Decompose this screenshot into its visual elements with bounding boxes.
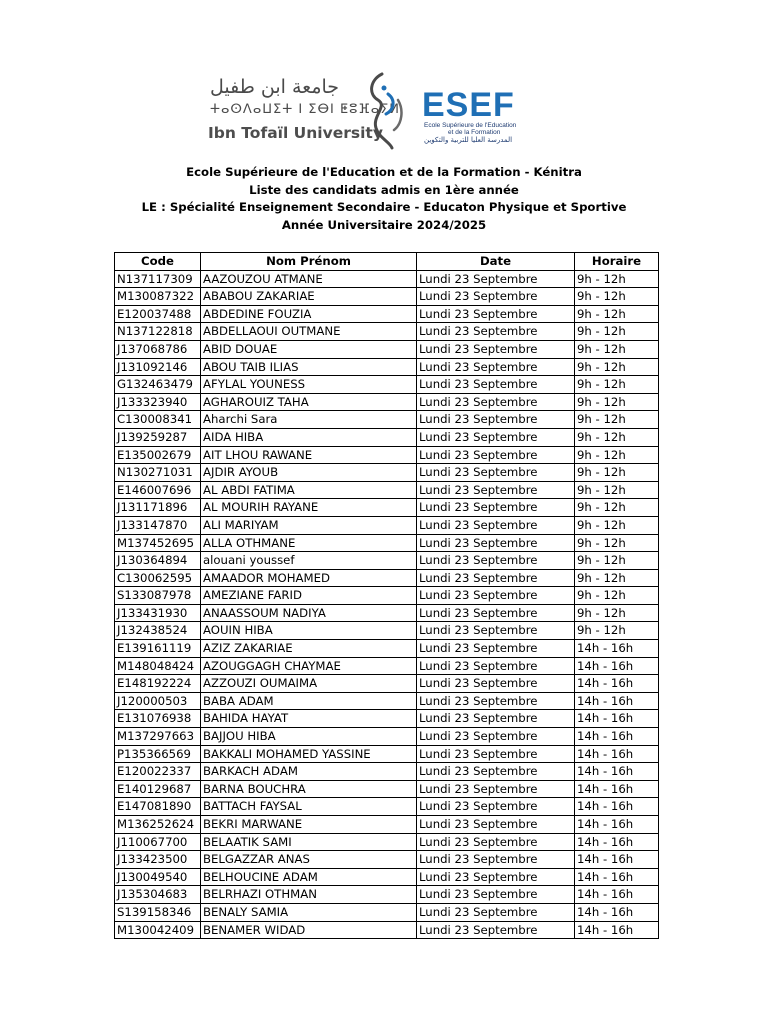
table-row (115, 358, 659, 376)
cell-time: 14h - 16h (575, 710, 659, 728)
cell-date: Lundi 23 Septembre (417, 569, 575, 587)
cell-date: Lundi 23 Septembre (417, 428, 575, 446)
cell-date: Lundi 23 Septembre (417, 921, 575, 939)
cell-time: 9h - 12h (575, 393, 659, 411)
cell-date: Lundi 23 Septembre (417, 903, 575, 921)
university-swirl-emblem (362, 70, 408, 150)
cell-code: M130087322 (115, 288, 201, 306)
table-row (115, 816, 659, 834)
cell-code: C130062595 (115, 569, 201, 587)
cell-time: 14h - 16h (575, 851, 659, 869)
academic-year: Année Universitaire 2024/2025 (281, 217, 487, 232)
cell-time: 14h - 16h (575, 886, 659, 904)
cell-name: AAZOUZOU ATMANE (201, 270, 417, 288)
cell-time: 9h - 12h (575, 622, 659, 640)
table-row (115, 903, 659, 921)
list-title: Liste des candidats admis en 1ère année (249, 182, 519, 197)
cell-name: BELAATIK SAMI (201, 833, 417, 851)
cell-code: J131171896 (115, 499, 201, 517)
column-header-name: Nom Prénom (201, 253, 417, 271)
cell-code: M136252624 (115, 816, 201, 834)
cell-date: Lundi 23 Septembre (417, 798, 575, 816)
cell-date: Lundi 23 Septembre (417, 481, 575, 499)
esef-acronym: ESEF (422, 86, 515, 124)
table-row (115, 516, 659, 534)
cell-code: M137452695 (115, 534, 201, 552)
esef-subtitle-line2: et de la Formation (448, 129, 501, 136)
cell-date: Lundi 23 Septembre (417, 710, 575, 728)
table-row (115, 798, 659, 816)
table-row (115, 411, 659, 429)
cell-code: P135366569 (115, 745, 201, 763)
cell-time: 14h - 16h (575, 921, 659, 939)
cell-name: BAHIDA HAYAT (201, 710, 417, 728)
cell-time: 14h - 16h (575, 763, 659, 781)
cell-code: J130364894 (115, 552, 201, 570)
table-row (115, 340, 659, 358)
cell-date: Lundi 23 Septembre (417, 587, 575, 605)
cell-time: 9h - 12h (575, 499, 659, 517)
cell-name: ABDELLAOUI OUTMANE (201, 323, 417, 341)
cell-date: Lundi 23 Septembre (417, 763, 575, 781)
cell-date: Lundi 23 Septembre (417, 305, 575, 323)
cell-date: Lundi 23 Septembre (417, 516, 575, 534)
university-name-arabic: جامعة ابن طفيل (210, 76, 340, 98)
program-title: LE : Spécialité Enseignement Secondaire - Educaton Physique et Sportive (141, 200, 627, 214)
cell-time: 14h - 16h (575, 640, 659, 658)
cell-time: 9h - 12h (575, 534, 659, 552)
table-row (115, 640, 659, 658)
cell-code: C130008341 (115, 411, 201, 429)
cell-name: ABID DOUAE (201, 340, 417, 358)
cell-time: 9h - 12h (575, 323, 659, 341)
cell-code: E135002679 (115, 446, 201, 464)
cell-date: Lundi 23 Septembre (417, 640, 575, 658)
column-header-date: Date (417, 253, 575, 271)
cell-code: J120000503 (115, 692, 201, 710)
cell-date: Lundi 23 Septembre (417, 886, 575, 904)
cell-name: ALI MARIYAM (201, 516, 417, 534)
cell-name: AJDIR AYOUB (201, 464, 417, 482)
cell-name: ANAASSOUM NADIYA (201, 604, 417, 622)
cell-code: N137117309 (115, 270, 201, 288)
cell-time: 14h - 16h (575, 903, 659, 921)
cell-date: Lundi 23 Septembre (417, 622, 575, 640)
cell-code: G132463479 (115, 376, 201, 394)
table-row (115, 534, 659, 552)
cell-code: E120037488 (115, 305, 201, 323)
cell-name: AL ABDI FATIMA (201, 481, 417, 499)
cell-name: AZIZ ZAKARIAE (201, 640, 417, 658)
cell-time: 9h - 12h (575, 587, 659, 605)
cell-time: 14h - 16h (575, 868, 659, 886)
cell-time: 9h - 12h (575, 552, 659, 570)
table-row (115, 745, 659, 763)
table-row (115, 675, 659, 693)
cell-name: Aharchi Sara (201, 411, 417, 429)
cell-date: Lundi 23 Septembre (417, 816, 575, 834)
cell-time: 14h - 16h (575, 833, 659, 851)
cell-name: AMAADOR MOHAMED (201, 569, 417, 587)
table-row (115, 393, 659, 411)
cell-time: 14h - 16h (575, 745, 659, 763)
table-row (115, 288, 659, 306)
cell-name: BELRHAZI OTHMAN (201, 886, 417, 904)
cell-time: 9h - 12h (575, 305, 659, 323)
cell-name: AFYLAL YOUNESS (201, 376, 417, 394)
cell-code: J135304683 (115, 886, 201, 904)
table-row (115, 464, 659, 482)
esef-subtitle-line1: Ecole Supérieure de l'Education (424, 122, 517, 129)
cell-date: Lundi 23 Septembre (417, 534, 575, 552)
cell-date: Lundi 23 Septembre (417, 675, 575, 693)
university-name-english: Ibn Tofaïl University (208, 124, 383, 142)
table-row (115, 499, 659, 517)
cell-code: J110067700 (115, 833, 201, 851)
cell-name: ALLA OTHMANE (201, 534, 417, 552)
cell-time: 9h - 12h (575, 288, 659, 306)
cell-name: BABA ADAM (201, 692, 417, 710)
table-row (115, 728, 659, 746)
cell-name: AZZOUZI OUMAIMA (201, 675, 417, 693)
cell-name: BELGAZZAR ANAS (201, 851, 417, 869)
cell-code: M130042409 (115, 921, 201, 939)
table-row (115, 657, 659, 675)
cell-date: Lundi 23 Septembre (417, 728, 575, 746)
cell-name: ABOU TAIB ILIAS (201, 358, 417, 376)
cell-date: Lundi 23 Septembre (417, 288, 575, 306)
admitted-candidates-table (114, 252, 659, 939)
cell-date: Lundi 23 Septembre (417, 833, 575, 851)
university-name-tifinagh: ⵜⴰⵙⴷⴰⵡⵉⵜ ⵏ ⵉⴱⵏ ⵟⵓⴼⴰⵢⵍ (210, 102, 401, 117)
cell-code: J133431930 (115, 604, 201, 622)
cell-name: AIT LHOU RAWANE (201, 446, 417, 464)
cell-date: Lundi 23 Septembre (417, 464, 575, 482)
cell-code: J139259287 (115, 428, 201, 446)
table-row (115, 323, 659, 341)
cell-date: Lundi 23 Septembre (417, 745, 575, 763)
cell-code: E147081890 (115, 798, 201, 816)
table-row (115, 376, 659, 394)
cell-date: Lundi 23 Septembre (417, 780, 575, 798)
table-row (115, 763, 659, 781)
esef-subtitle-arabic: المدرسة العليا للتربية والتكوين (424, 136, 513, 144)
cell-time: 9h - 12h (575, 481, 659, 499)
cell-date: Lundi 23 Septembre (417, 851, 575, 869)
cell-code: E120022337 (115, 763, 201, 781)
cell-code: M148048424 (115, 657, 201, 675)
table-row (115, 446, 659, 464)
table-row (115, 780, 659, 798)
cell-name: AIDA HIBA (201, 428, 417, 446)
cell-name: BARNA BOUCHRA (201, 780, 417, 798)
cell-time: 14h - 16h (575, 816, 659, 834)
cell-name: BENAMER WIDAD (201, 921, 417, 939)
cell-name: AZOUGGAGH CHAYMAE (201, 657, 417, 675)
cell-date: Lundi 23 Septembre (417, 411, 575, 429)
table-row (115, 886, 659, 904)
cell-name: BARKACH ADAM (201, 763, 417, 781)
column-header-time: Horaire (575, 253, 659, 271)
cell-code: M137297663 (115, 728, 201, 746)
esef-logo (420, 86, 540, 152)
cell-code: S139158346 (115, 903, 201, 921)
table-row (115, 921, 659, 939)
table-header-row (115, 253, 659, 271)
school-name: Ecole Supérieure de l'Education et de la Formation - Kénitra (186, 165, 582, 179)
cell-time: 14h - 16h (575, 798, 659, 816)
table-row (115, 851, 659, 869)
cell-name: BEKRI MARWANE (201, 816, 417, 834)
cell-time: 9h - 12h (575, 569, 659, 587)
cell-time: 9h - 12h (575, 604, 659, 622)
cell-date: Lundi 23 Septembre (417, 552, 575, 570)
cell-time: 9h - 12h (575, 464, 659, 482)
cell-time: 9h - 12h (575, 516, 659, 534)
table-row (115, 428, 659, 446)
cell-time: 9h - 12h (575, 270, 659, 288)
cell-name: AL MOURIH RAYANE (201, 499, 417, 517)
table-row (115, 481, 659, 499)
document-header (0, 164, 768, 234)
cell-time: 14h - 16h (575, 692, 659, 710)
cell-date: Lundi 23 Septembre (417, 446, 575, 464)
cell-date: Lundi 23 Septembre (417, 499, 575, 517)
cell-time: 14h - 16h (575, 675, 659, 693)
cell-date: Lundi 23 Septembre (417, 340, 575, 358)
cell-name: AOUIN HIBA (201, 622, 417, 640)
cell-code: S133087978 (115, 587, 201, 605)
table-row (115, 833, 659, 851)
cell-code: J131092146 (115, 358, 201, 376)
table-row (115, 692, 659, 710)
cell-name: AGHAROUIZ TAHA (201, 393, 417, 411)
cell-name: AMEZIANE FARID (201, 587, 417, 605)
table-row (115, 622, 659, 640)
cell-date: Lundi 23 Septembre (417, 692, 575, 710)
cell-time: 14h - 16h (575, 728, 659, 746)
cell-name: BATTACH FAYSAL (201, 798, 417, 816)
cell-code: E131076938 (115, 710, 201, 728)
table-row (115, 569, 659, 587)
cell-code: E148192224 (115, 675, 201, 693)
cell-date: Lundi 23 Septembre (417, 270, 575, 288)
cell-date: Lundi 23 Septembre (417, 393, 575, 411)
cell-date: Lundi 23 Septembre (417, 358, 575, 376)
cell-name: BAKKALI MOHAMED YASSINE (201, 745, 417, 763)
cell-name: BENALY SAMIA (201, 903, 417, 921)
cell-name: alouani youssef (201, 552, 417, 570)
cell-time: 9h - 12h (575, 428, 659, 446)
cell-code: E140129687 (115, 780, 201, 798)
cell-time: 9h - 12h (575, 340, 659, 358)
cell-time: 14h - 16h (575, 780, 659, 798)
cell-name: BAJJOU HIBA (201, 728, 417, 746)
column-header-code: Code (115, 253, 201, 271)
table-row (115, 270, 659, 288)
table-row (115, 552, 659, 570)
table-row (115, 604, 659, 622)
cell-code: E146007696 (115, 481, 201, 499)
table-row (115, 710, 659, 728)
cell-code: J132438524 (115, 622, 201, 640)
cell-code: N137122818 (115, 323, 201, 341)
cell-code: N130271031 (115, 464, 201, 482)
cell-name: ABABOU ZAKARIAE (201, 288, 417, 306)
cell-code: J133323940 (115, 393, 201, 411)
cell-date: Lundi 23 Septembre (417, 868, 575, 886)
cell-name: BELHOUCINE ADAM (201, 868, 417, 886)
cell-time: 9h - 12h (575, 376, 659, 394)
table-row (115, 868, 659, 886)
cell-date: Lundi 23 Septembre (417, 323, 575, 341)
cell-code: J137068786 (115, 340, 201, 358)
cell-time: 9h - 12h (575, 411, 659, 429)
table-row (115, 587, 659, 605)
cell-date: Lundi 23 Septembre (417, 376, 575, 394)
cell-time: 14h - 16h (575, 657, 659, 675)
cell-date: Lundi 23 Septembre (417, 604, 575, 622)
cell-code: J130049540 (115, 868, 201, 886)
cell-name: ABDEDINE FOUZIA (201, 305, 417, 323)
cell-time: 9h - 12h (575, 446, 659, 464)
cell-code: E139161119 (115, 640, 201, 658)
cell-time: 9h - 12h (575, 358, 659, 376)
table-row (115, 305, 659, 323)
cell-code: J133147870 (115, 516, 201, 534)
cell-code: J133423500 (115, 851, 201, 869)
cell-date: Lundi 23 Septembre (417, 657, 575, 675)
